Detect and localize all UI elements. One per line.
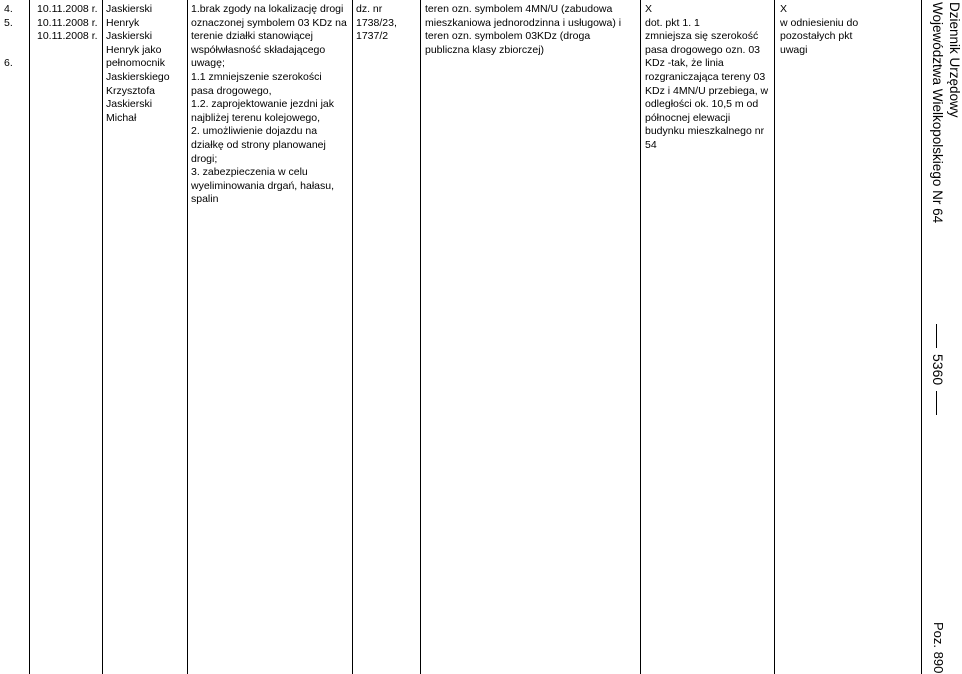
page-number-rule [936,324,937,348]
column-divider [187,0,188,674]
page-number-rule [936,391,937,415]
journal-title-line: Dziennik Urzędowy [947,2,962,118]
applicant-name-line: Michał [106,111,137,124]
comment-content-line: terenie działki stanowiącej [191,30,313,43]
submission-date: 10.11.2008 r. [37,3,98,15]
mayor-decision-cell [645,3,768,153]
applicant-name-line: Henryk jako [106,43,162,56]
applicant-name-line: Jaskierski [106,30,153,43]
zoning-designation-line: teren ozn. symbolem 03KDz (droga [425,30,591,43]
plot-number-line: 1737/2 [356,30,389,43]
column-divider [102,0,103,674]
plot-number-line: dz. nr [356,3,383,15]
decision-line: dot. pkt 1. 1 [645,16,700,29]
column-divider [420,0,421,674]
applicant-name-line: pełnomocnik [106,57,165,70]
journal-title-line: Województwa Wielkopolskiego Nr 64 [930,2,946,224]
entry-number [4,30,13,44]
decision-line: zmniejsza się szerokość [645,30,759,43]
decision-mark: X [645,3,653,15]
zoning-designation-line: teren ozn. symbolem 4MN/U (zabudowa [425,3,613,15]
zoning-designation-line: mieszkaniowa jednorodzinna i usługowa) i [425,16,622,29]
decision-line: KDz -tak, że linia [645,57,724,70]
comment-content-line: 3. zabezpieczenia w celu [191,166,308,179]
applicant-name-line: Henryk [106,16,140,29]
column-divider [29,0,30,674]
comment-content-cell [191,3,347,207]
decision-line: 54 [645,138,657,151]
decision-line: rozgraniczająca tereny 03 [645,70,766,83]
comment-content-line: drogi; [191,152,218,165]
comment-content-line: oznaczonej symbolem 03 KDz na [191,16,347,29]
column-divider [921,0,922,674]
council-decision-cell [780,3,858,57]
comment-content-line: pasa drogowego, [191,84,272,97]
applicant-name-cell [106,3,170,125]
decision-line: północnej elewacji [645,111,731,124]
column-divider [774,0,775,674]
plot-number-line: 1738/23, [356,16,397,29]
plot-number-cell [356,3,397,44]
item-number: Poz. 890 [931,622,946,674]
applicant-name-line: Jaskierski [106,98,153,111]
comment-content-line: spalin [191,193,219,206]
applicant-name-line: Krzysztofa [106,84,156,97]
zoning-designation-line: publiczna klasy zbiorczej) [425,43,545,56]
zoning-designation-cell [425,3,621,57]
council-decision-line: uwagi [780,43,808,56]
comment-content-line: 1.1 zmniejszenie szerokości [191,70,322,83]
comment-content-line: współwłasność składającego [191,43,326,56]
decision-line: pasa drogowego ozn. 03 [645,43,761,56]
entry-number-cell [4,3,13,71]
comment-content-line: najbliżej terenu kolejowego, [191,111,320,124]
comment-content-line: 1.2. zaprojektowanie jezdni jak [191,98,335,111]
comment-content-line: 1.brak zgody na lokalizację drogi [191,3,344,15]
council-decision-line: w odniesieniu do [780,16,859,29]
entry-number [4,44,13,58]
decision-line: budynku mieszkalnego nr [645,125,765,138]
comment-content-line: 2. umożliwienie dojazdu na [191,125,318,138]
comment-content-line: wyeliminowania drgań, hałasu, [191,179,334,192]
decision-line: KDz i 4MN/U przebiega, w [645,84,769,97]
entry-number: 5. [4,16,13,29]
entry-number: 6. [4,57,13,70]
page-number-value: 5360 [930,354,946,386]
entry-number: 4. [4,3,13,15]
comment-content-line: działkę od strony planowanej [191,138,326,151]
submission-date: 10.11.2008 r. [37,16,98,29]
decision-mark: X [780,3,788,15]
page-number [930,318,946,421]
applicant-name-line: Jaskierskiego [106,70,170,83]
submission-date-cell [37,3,98,44]
journal-title [929,2,962,223]
column-divider [352,0,353,674]
comment-content-line: uwagę; [191,57,225,70]
council-decision-line: pozostałych pkt [780,30,853,43]
column-divider [640,0,641,674]
applicant-name-line: Jaskierski [106,3,153,15]
submission-date: 10.11.2008 r. [37,30,98,43]
decision-line: odległości ok. 10,5 m od [645,98,759,111]
